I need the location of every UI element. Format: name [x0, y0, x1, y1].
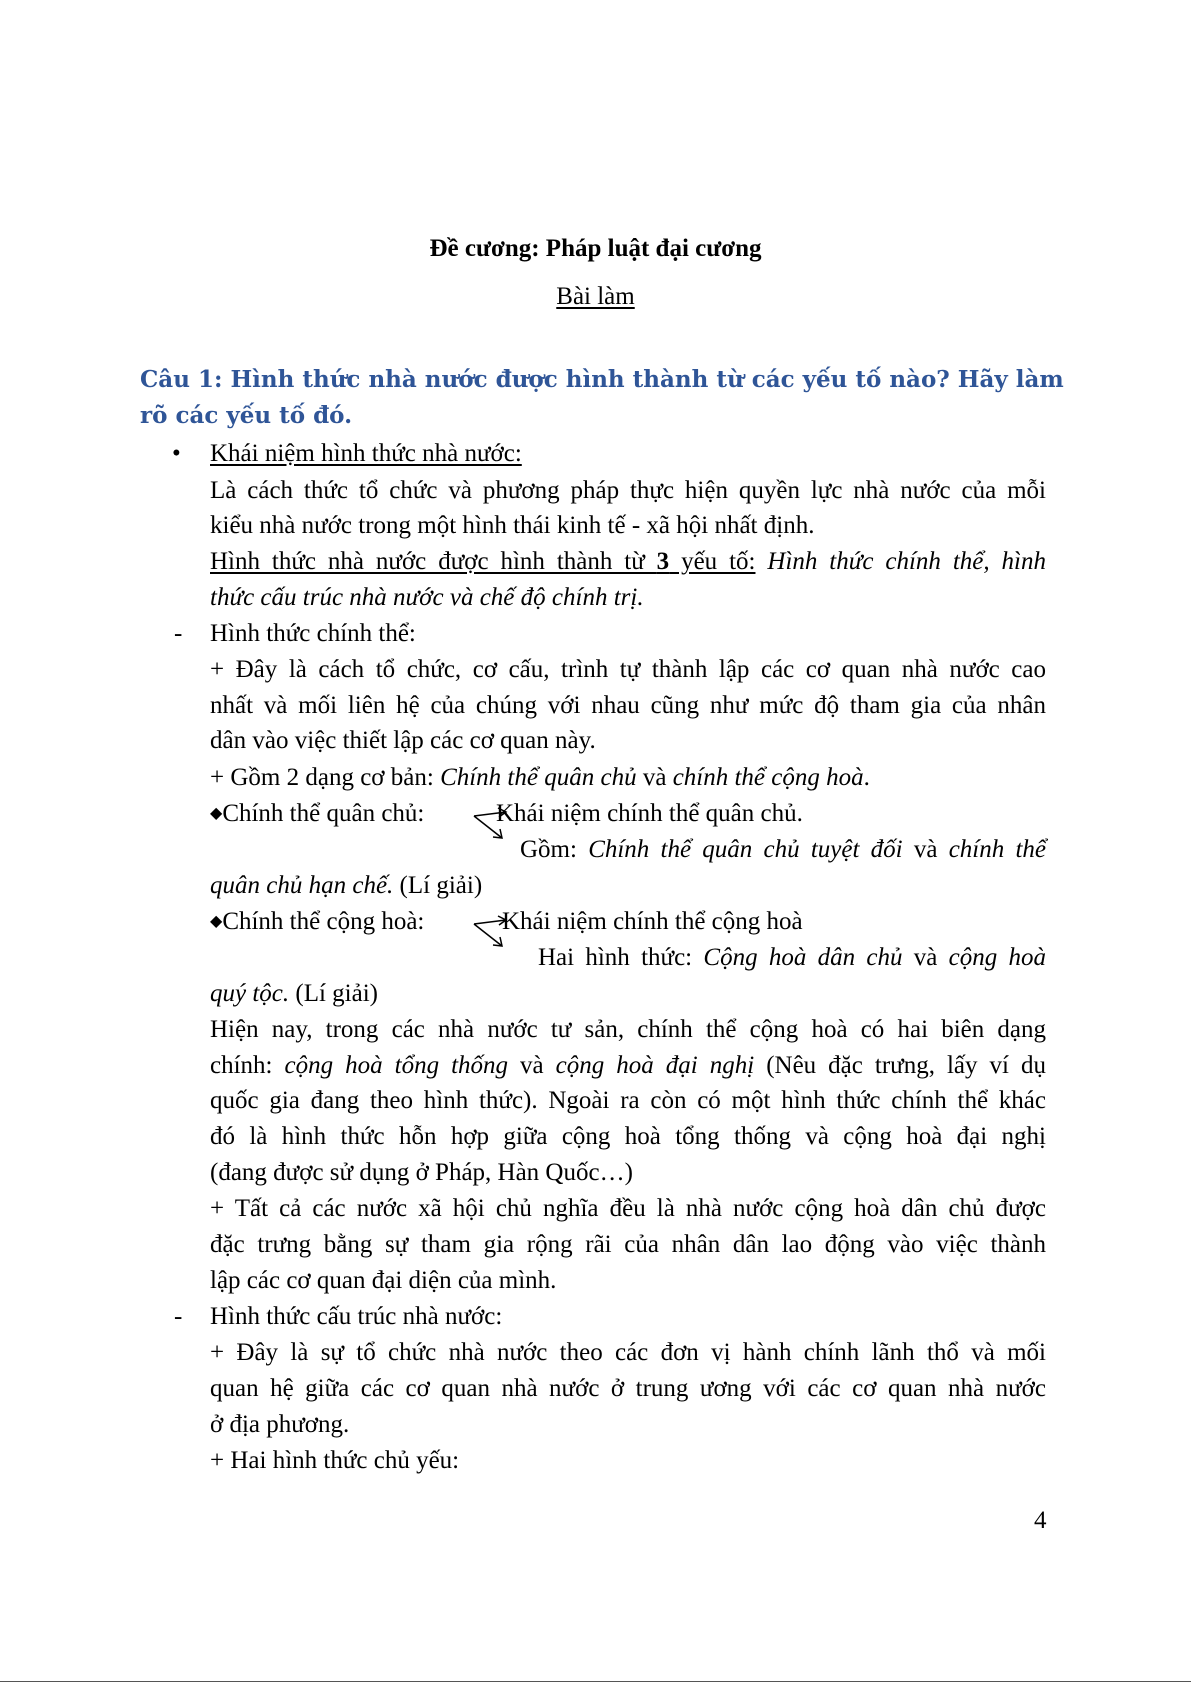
republic-two-forms-line: Hai hình thức: Cộng hoà dân chủ và cộng hoà [538, 944, 1046, 971]
question-heading-line-2: rõ các yếu tố đó. [140, 402, 353, 429]
republic-two-forms-cont: quý tộc. (Lí giải) [210, 980, 378, 1007]
socialist-line-1: + Tất cả các nước xã hội chủ nghĩa đều là nhà nước cộng hoà dân chủ được [210, 1195, 1046, 1222]
republic-label-line: ◆Chính thể cộng hoà: [210, 908, 425, 935]
diamond-bullet-icon: ◆ [210, 805, 223, 822]
dash-marker-2: - [174, 1303, 183, 1330]
structure-p1-line-3: ở địa phương. [210, 1411, 350, 1438]
now-line-2: chính: cộng hoà tổng thống và cộng hoà đại nghị (Nêu đặc trưng, lấy ví dụ [210, 1052, 1046, 1079]
definition-line-2: kiểu nhà nước trong một hình thái kinh tế - xã hội nhất định. [210, 512, 815, 539]
monarchy-concept: Khái niệm chính thể quân chủ. [496, 800, 803, 827]
polity-p1-line-1: + Đây là cách tổ chức, cơ cấu, trình tự thành lập các cơ quan nhà nước cao [210, 656, 1046, 683]
question-heading-line-1: Câu 1: Hình thức nhà nước được hình thành từ các yếu tố nào? Hãy làm [140, 366, 1064, 393]
socialist-line-3: lập các cơ quan đại diện của mình. [210, 1267, 557, 1294]
concept-label: Khái niệm hình thức nhà nước: [210, 440, 522, 467]
monarchy-label-line: ◆Chính thể quân chủ: [210, 800, 425, 827]
page-bottom-edge [0, 1681, 1191, 1682]
polity-p1-line-2: nhất và mối liên hệ của chúng với nhau cũng như mức độ tham gia của nhân [210, 692, 1046, 719]
structure-p1-line-2: quan hệ giữa các cơ quan nhà nước ở trung ương với các cơ quan nhà nước [210, 1375, 1046, 1402]
now-line-3: quốc gia đang theo hình thức). Ngoài ra còn có một hình thức chính thể khác [210, 1087, 1046, 1114]
now-line-5: (đang được sử dụng ở Pháp, Hàn Quốc…) [210, 1159, 633, 1186]
polity-p1-line-3: dân vào việc thiết lập các cơ quan này. [210, 727, 596, 754]
socialist-line-2: đặc trưng bằng sự tham gia rộng rãi của nhân dân lao động vào việc thành [210, 1231, 1046, 1258]
now-line-4: đó là hình thức hỗn hợp giữa cộng hoà tổng thống và cộng hoà đại nghị [210, 1123, 1046, 1150]
monarchy-includes-line: Gồm: Chính thể quân chủ tuyệt đối và chính thể [520, 836, 1046, 863]
formed-from-line-2: thức cấu trúc nhà nước và chế độ chính trị. [210, 584, 644, 611]
republic-concept: Khái niệm chính thể cộng hoà [502, 908, 803, 935]
document-title: Đề cương: Pháp luật đại cương [429, 235, 762, 262]
structure-p2: + Hai hình thức chủ yếu: [210, 1447, 460, 1474]
section-polity-title: Hình thức chính thể: [210, 620, 416, 647]
page-number: 4 [1034, 1507, 1047, 1534]
formed-from-line-1: Hình thức nhà nước được hình thành từ 3 yếu tố: Hình thức chính thể, hình [210, 548, 1046, 575]
definition-line-1: Là cách thức tổ chức và phương pháp thực hiện quyền lực nhà nước của mỗi [210, 477, 1046, 504]
polity-types-line: + Gồm 2 dạng cơ bản: Chính thể quân chủ và chính thể cộng hoà. [210, 764, 870, 791]
document-subtitle: Bài làm [556, 283, 635, 310]
monarchy-includes-cont: quân chủ hạn chế. (Lí giải) [210, 872, 483, 899]
section-structure-title: Hình thức cấu trúc nhà nước: [210, 1303, 503, 1330]
diamond-bullet-icon: ◆ [210, 913, 223, 930]
bullet-icon: • [172, 440, 181, 467]
dash-marker-1: - [174, 620, 183, 647]
structure-p1-line-1: + Đây là sự tổ chức nhà nước theo các đơn vị hành chính lãnh thổ và mối [210, 1339, 1046, 1366]
now-line-1: Hiện nay, trong các nhà nước tư sản, chính thể cộng hoà có hai biên dạng [210, 1016, 1046, 1043]
